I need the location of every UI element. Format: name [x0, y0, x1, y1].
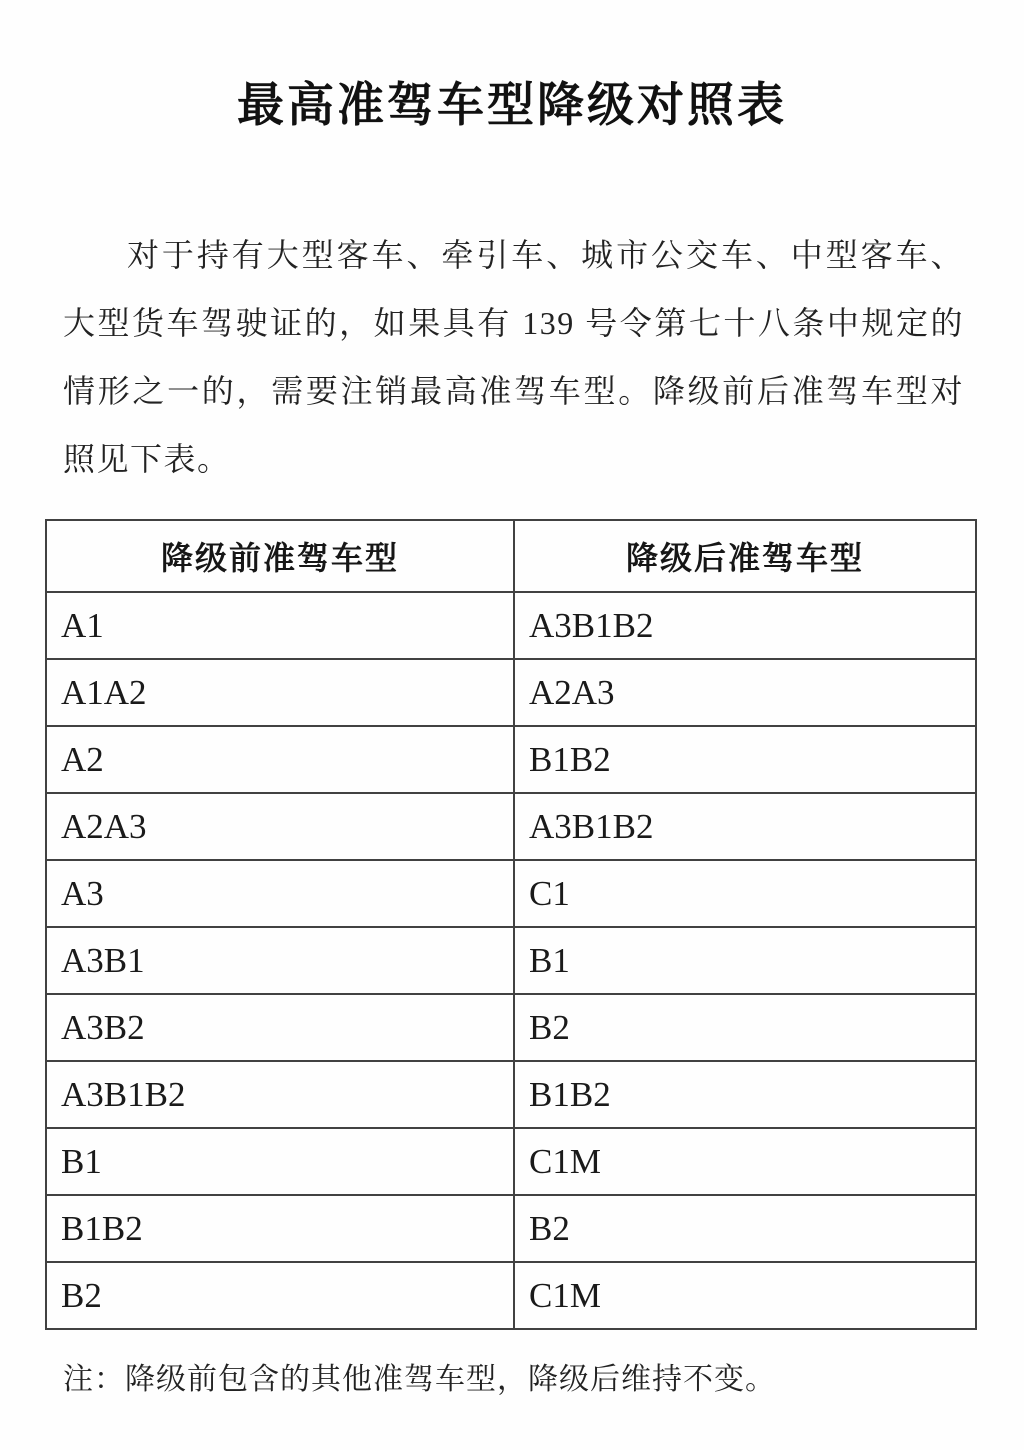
table-row — [46, 592, 976, 659]
table-cell-before-downgrade: A3B1B2 — [46, 1061, 514, 1128]
column-header-after-downgrade: 降级后准驾车型 — [514, 520, 976, 592]
page-title: 最高准驾车型降级对照表 — [237, 80, 787, 132]
table-row — [46, 927, 976, 994]
table-row — [46, 1195, 976, 1262]
downgrade-comparison-table — [45, 519, 977, 1330]
table-cell-before-downgrade: B2 — [46, 1262, 514, 1329]
table-cell-after-downgrade: A2A3 — [514, 659, 976, 726]
table-cell-after-downgrade: A3B1B2 — [514, 592, 976, 659]
table-row — [46, 994, 976, 1061]
table-cell-before-downgrade: A2A3 — [46, 793, 514, 860]
table-row — [46, 1128, 976, 1195]
table-cell-after-downgrade: B2 — [514, 1195, 976, 1262]
intro-paragraph: 对于持有大型客车、牵引车、城市公交车、中型客车、大型货车驾驶证的，如果具有 139 号令第七十八条中规定的情形之一的，需要注销最高准驾车型。降级前后准驾车型对照见下表。 — [63, 237, 964, 477]
table-header-row — [46, 520, 976, 592]
table-cell-after-downgrade: C1M — [514, 1128, 976, 1195]
table-row — [46, 860, 976, 927]
table-cell-after-downgrade: C1 — [514, 860, 976, 927]
footnote: 注：降级前包含的其他准驾车型，降级后维持不变。 — [63, 1363, 776, 1396]
table-cell-before-downgrade: A3B2 — [46, 994, 514, 1061]
table-cell-after-downgrade: A3B1B2 — [514, 793, 976, 860]
table-body — [46, 592, 976, 1329]
column-header-before-downgrade: 降级前准驾车型 — [46, 520, 514, 592]
table-cell-before-downgrade: A1 — [46, 592, 514, 659]
table-cell-before-downgrade: A1A2 — [46, 659, 514, 726]
table-row — [46, 659, 976, 726]
table-row — [46, 726, 976, 793]
table-cell-after-downgrade: B1 — [514, 927, 976, 994]
table-cell-before-downgrade: B1B2 — [46, 1195, 514, 1262]
table-cell-before-downgrade: A2 — [46, 726, 514, 793]
table-cell-after-downgrade: C1M — [514, 1262, 976, 1329]
table-cell-before-downgrade: B1 — [46, 1128, 514, 1195]
table-row — [46, 1262, 976, 1329]
table-cell-before-downgrade: A3B1 — [46, 927, 514, 994]
table-cell-after-downgrade: B1B2 — [514, 726, 976, 793]
table-cell-before-downgrade: A3 — [46, 860, 514, 927]
table-row — [46, 1061, 976, 1128]
table-cell-after-downgrade: B2 — [514, 994, 976, 1061]
table-cell-after-downgrade: B1B2 — [514, 1061, 976, 1128]
table-row — [46, 793, 976, 860]
